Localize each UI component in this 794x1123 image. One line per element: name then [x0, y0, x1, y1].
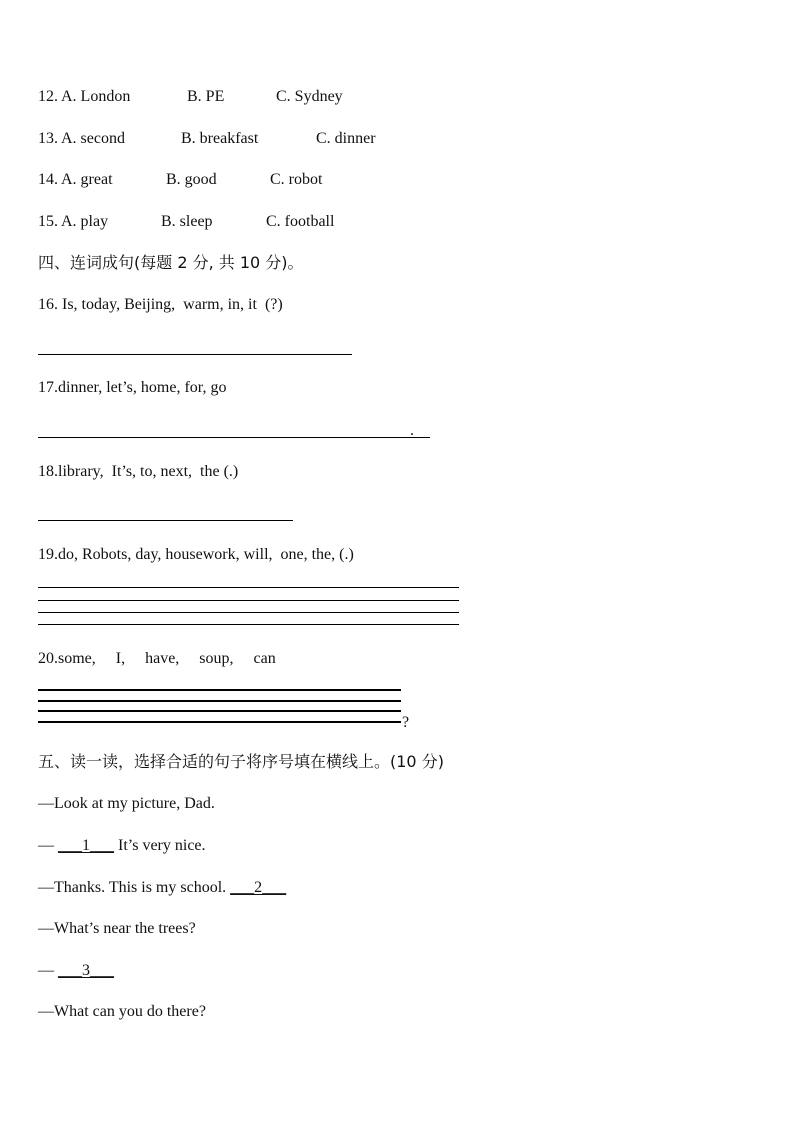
dash: — [38, 962, 54, 979]
answer-line[interactable] [38, 354, 352, 355]
answer-line[interactable] [38, 624, 459, 625]
dialogue-line-2 [38, 836, 206, 856]
answer-line[interactable] [38, 689, 401, 691]
question-number: 12. [38, 88, 58, 105]
question-text: some, I, have, soup, can [58, 650, 276, 667]
option-a: A. London [61, 88, 131, 105]
line-text: Look at my picture, Dad. [54, 795, 215, 812]
question-number: 19. [38, 546, 58, 563]
section-5-heading: 五、读一读，选择合适的句子将序号填在横线上。(10 分) [38, 752, 444, 771]
dialogue-line-1 [38, 794, 215, 814]
option-b: B. good [166, 171, 217, 188]
blank-1[interactable]: ___1___ [58, 837, 114, 854]
question-19-prompt [38, 545, 354, 565]
question-16-prompt [38, 295, 283, 315]
answer-line[interactable] [38, 600, 459, 601]
end-punctuation: . [410, 422, 414, 439]
question-number: 18. [38, 463, 58, 480]
dash: — [38, 879, 54, 896]
option-c: C. Sydney [276, 88, 343, 105]
answer-line[interactable] [38, 612, 459, 613]
blank-2[interactable]: ___2___ [230, 879, 287, 896]
line-text: It’s very nice. [114, 837, 206, 854]
question-text: dinner, let’s, home, for, go [58, 379, 227, 396]
dialogue-line-5 [38, 961, 114, 981]
line-text: What can you do there? [54, 1003, 206, 1020]
answer-line[interactable] [38, 710, 401, 712]
question-number: 17. [38, 379, 58, 396]
dash: — [38, 1003, 54, 1020]
question-18-prompt [38, 462, 238, 482]
answer-line[interactable] [38, 587, 459, 588]
question-number: 20. [38, 650, 58, 667]
question-20-prompt [38, 649, 276, 669]
dash: — [38, 837, 54, 854]
end-punctuation: ? [402, 714, 410, 731]
option-a: A. play [61, 213, 109, 230]
answer-line[interactable] [38, 437, 430, 438]
question-text: do, Robots, day, housework, will, one, the, (.) [58, 546, 354, 563]
question-number: 14. [38, 171, 58, 188]
dash: — [38, 920, 54, 937]
answer-line[interactable] [38, 721, 401, 723]
option-a: A. great [61, 171, 113, 188]
dialogue-line-4 [38, 919, 196, 939]
dialogue-line-6 [38, 1002, 206, 1022]
section-4-heading: 四、连词成句(每题 2 分, 共 10 分)。 [38, 253, 304, 272]
dialogue-line-3 [38, 878, 286, 898]
option-a: A. second [61, 130, 125, 147]
answer-line[interactable] [38, 520, 293, 521]
question-text: library, It’s, to, next, the (.) [58, 463, 239, 480]
dash: — [38, 795, 54, 812]
question-text: Is, today, Beijing, warm, in, it (?) [58, 296, 283, 313]
option-c: C. football [266, 213, 335, 230]
option-b: B. breakfast [181, 130, 259, 147]
question-number: 16. [38, 296, 58, 313]
question-17-prompt [38, 378, 226, 398]
question-number: 15. [38, 213, 58, 230]
answer-line[interactable] [38, 700, 401, 702]
line-text: What’s near the trees? [54, 920, 196, 937]
line-text: Thanks. This is my school. [54, 879, 231, 896]
option-c: C. dinner [316, 130, 376, 147]
option-c: C. robot [270, 171, 323, 188]
blank-3[interactable]: ___3___ [58, 962, 114, 979]
option-b: B. sleep [161, 213, 213, 230]
option-b: B. PE [187, 88, 225, 105]
question-number: 13. [38, 130, 58, 147]
